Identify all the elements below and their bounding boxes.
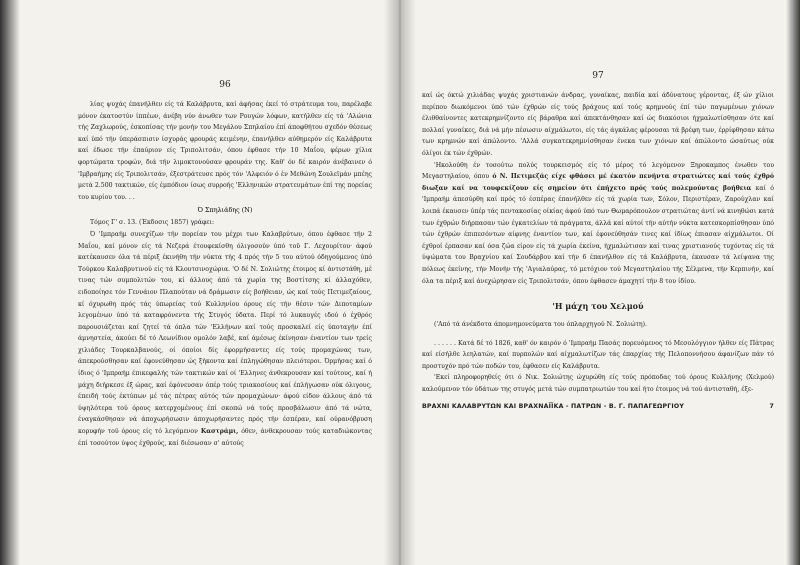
paragraph-text: όθεν, άνθεκρουσαν τούς καταδιώκοντας έπί τοσούτον ύψος έχθρούς, καί διέσωσαν σ' αύτούς [78, 428, 373, 447]
scan-edge-left [0, 0, 20, 565]
emphasized-passage: ό Ν. Πετιμεζάς είχε φθάσει μέ έκατόν πενήντα στρατιώτες καί τούς έχθρό διωξαν καί να τουφεκίζουν είς σημείον ότι έπήχετο πρός τούς πολεμούντας βοήθεια [422, 173, 775, 192]
paragraph-text: καί ό 'Ιμπραήμ άπεσύρθη καί πρός τό έσπέρας έπανήλθεν είς τά χωρία των, Σόλον, Περιστέραν, Ζαρούχλαν καί λοιπά έκαυσεν ύπέρ τάς πεντακοσίας οίκίας άφού ύπό των Θωμαρόπουλον στρατιώτας άντί νά κινηθώσι κατά των έχθρών διήρπασαν τών έγκατελίων τά πράγματα, άλλά καί αύτοί τήν αύτήν νύκτα κατεσκορπίσθησαν ύπό τών έχθρών έπιπεσόντων αίφνης έναντίον των, καί έφονεύθησάν τινες καί ίδίως έπιασαν αίχμάλωτοι. Οί έχθροί έρπασαν καί όσα ζώα είρον είς τά χωρία έκείνα, ήχμαλώτισαν καί τινας χριστιανούς τυχόντας είς τά ύψώματα του Βραχνίου καί Σουδάρβου καί τήν 6 έπανήλθον είς τά Καλάβρυτα, έκαυσαν τά λείψανα της πόλεως έκείνης, τήν Μονήν τής 'Αγιαλαύρας, τό μετόχιον τού Μεγαστηλαίου τής Σέλμενα, τήν Κερπινήν, καί όλα τα πέριξ καί άνεχώρησαν είς Τριπολιτσάν, όπου έφθασεν άμαχητί τήν 8 του ίδίου. [422, 184, 774, 285]
source-citation: Τόμος Γ' σ. 13. (Έκδοσις 1857) γράφει: [90, 219, 215, 227]
page-number: 97 [592, 71, 604, 81]
scan-edge-right [786, 0, 800, 565]
source-heading: Ό Σπηλιάδης (Ν) [197, 206, 253, 215]
paragraph [422, 160, 774, 288]
footer-signature: 7 [769, 402, 774, 410]
paragraph-text: Ό 'Ιμπραήμ συνεχίζων τήν πορείαν του μέχρι των Καλαβρύτων, όπου έφθασε τήν 2 Μαΐου, καί μόνον είς τά Νεζερά έτουφεκίσθη όλιγοσούν ύπό τοϋ Γ. Λεχουρίτου· άφού κατέκαυσεν όλα τά πέριξ έκινήθη τήν νύκτα τής 4 πρός τήν 5 του αύτού όδηγούμενος ύπό Τούρκου Καλαβρυτινού είς τά Κλουτσινοχώρια. 'Ο δέ Ν. Σολιώτης έτοιμος κί άντιστάθη, μέ τινας τών συμπολιτών του, κί άλλους άπό τά χωρία της Βοστίτσης κί άλλαχόθεν, ειδοποίησε τόν Γεννάιον Πλαπούταν νά δράμωσιν είς βοήθειαν, ώς καί τούς Πετιμεζαίους, κί όχυρωθη πρός τάς ύπωρείας τού Κυλληνίου όρους είς τήν θέσιν τών Διποταμίων λεγομένων ύπό τά καταφρόνεντα τής Στυγός ύδατα. Περί τό λυκαυγές ιδού ό έχθρός παρουσιάζεται καί ζητεί τά όπλα τών 'Ελλήνων καί τούς προσκαλεί είς ύποταγήν έπί άμνηστεία, άκούει δέ τό Λεωνίδιον ομολόν λαβέ, καί άμέσως έκίνησαν έναντίον των τρείς χιλιάδες Τουρκαλβανούς, οί όποίοι δίς έφορμήσαντες είς τούς προμαχώνας των, άπεκρούσθησαν καί έφονεύθησαν ώς ξήκοντα καί έπληγώθησαν πλειότεροι. Όρμήσας καί ό ίδιος ό 'Ιμπραήμ έπικεφαλής τών τακτικών καί οί 'Ελληνες άνθεκρουσαν καί τούτους, καί ή μάχη διήρκεσε έξ ώρας, καί έφόνευσαν όπέρ τούς τριακοσίους καί έπλήγωσαν ούκ όλιγους, έπειδή τούς έκτύπων μέ τάς πέτρας αύτός τών προμαχώνων· άφού είδον άλλους άπό τά ύψηλότερα τού όρους κατερχομένους έπί σκοπώ νά τούς προσβάλωσιν άπό τά νώτα, έναγκάσθησαν νά άποχωρήσωσιν άποχωρήσαντες πρός τήν έσπέραν, καί ούρανόβρυση κορυφήν τοϋ όρους είς τό λεγόμενον [78, 230, 372, 436]
spacer [422, 331, 774, 338]
emphasized-place-name: Καστράμι, [200, 428, 239, 436]
right-page [400, 0, 800, 565]
paragraph: καί ώς όκτώ χιλιάδας ψυχάς χριστιανών άνδρας, γυναίκας, παιδία καί άδύνατους γέροντας, έξ ών χίλιοι περίπου διωκόμενοι ύπό τών έχθρών είς τούς βράχους καί τούς κρημνούς έπί τών παγωμένων χιόνων έλιθθαίνοντες κατεκρημνίζοντο είς βάραθρα καί άπεκτάνθησαν καί ώς διακόσιοι ήχμαλωτίσθησαν ότε καί πολλαί γυναίκες, διά νά μήν πέσωσιν αίχμάλωτοι, είς τάς άγκάλας φέρουσαι τά βρέφη των, έρρίφθησαν κάτω των κρημνών καί άπώλοντο. 'Αλλά συγκατεκρημνίσθησαν ένεκα των χιόνων καί άπώλοντο ώσαύτως ούκ όλίγοι έκ τών έχθρών. [422, 92, 774, 157]
page-footer [422, 403, 774, 410]
paragraph: 'Εκεί πληροφορηθείς ότι ό Νικ. Σολιώτης ώχυρώθη είς τούς πρόποδας τού όρους Κυλλήνης (Χελμού) καλούμενον τόν ύδάτων της στυγός μετά τών συμπατριωτών του καί ήτο έτοιμος νά τού άντισταθή, έξε- [422, 374, 774, 394]
book-gutter [384, 0, 416, 565]
paragraph-text: 'Ηκολούθη έν τοσούτω πολύς τουρκεισμός είς τό μέρος τό λεγόμενον Ξηροκαμπος ένωθεν του Μεγαστηλαίου, όπου [422, 161, 774, 181]
paragraph: λίας ψυχάς έπανήλθεν είς τά Καλάβρυτα, καί άφήσας έκεί τό στράτευμα του, παρέλαβε μόνον έκατοστύν ίππέων, άνέβη νύν άνωθεν των Ρουγών λόφων, κατήλθεν είς τά 'Αλώνια τής Ζαχλωρούς, έσκοπίσας τήν μονήν του Μεγάλου Σπηλαίου έπί άποφθήτου σχεδόν θέσεως καί ύπό τήν ύπεράσπισιν ίσχυράς φρουράς κειμένην, έπανήλθεν αύθημερόν είς Καλάβρυτα καί έδωσε τήν έπαύριον είς Τριπολιτσάν, όπου έφθασε τήν 10 Μαΐου, φέρων χίλια φορτώματα τροφών, διά τήν λιμοκτονούσαν φρουράν της. Καθ' όν δέ καιρόν άνέβαινεν ό 'Ιμβραήμης είς Τριπολιτσάν, έξεστράτευσε πρός τόν 'Αλφειόν ό έν Μεθώνη Σουλεϊμάν μπέης μετά 2.500 τακτικών, είς έμπόδιον ίσως συρροής 'Ελληνικών στρατευμάτων έπί της πορείας του κυρίου του. . . [78, 101, 372, 201]
paragraph [78, 229, 372, 449]
page-number: 96 [219, 80, 231, 90]
paragraph: . . . . . . Κατά δέ τό 1826, καθ' όν καιρόν ό 'Ιμπραήμ Πασάς πορευόμενος τό Μεσολόγγιον ήλθεν είς Πάτρας καί είσήλθε λεηλατών, καί πυρπολών καί αίχμαλωτίζων τάς έπαρχίας τής Πελοποννήσου άφανίζων πάν τό προστυχόν πρό τών ποδών του, έφθασεν είς Καλάβρυτα. [422, 339, 774, 370]
footer-title: ΒΡΑΧΝΙ ΚΑΛΑΒΡΥΤΩΝ ΚΑΙ ΒΡΑΧΝΑΪΪΚΑ - ΠΑΤΡΩΝ - Β. Γ. ΠΑΠΑΓΕΩΡΓΙΟΥ [422, 402, 685, 410]
section-source: ('Από τά άνέκδοτα άπομνημονεύματα του όπλαρχηγού Ν. Σολιώτη). [434, 321, 648, 329]
section-title: 'Η μάχη του Χελμού [552, 301, 644, 312]
